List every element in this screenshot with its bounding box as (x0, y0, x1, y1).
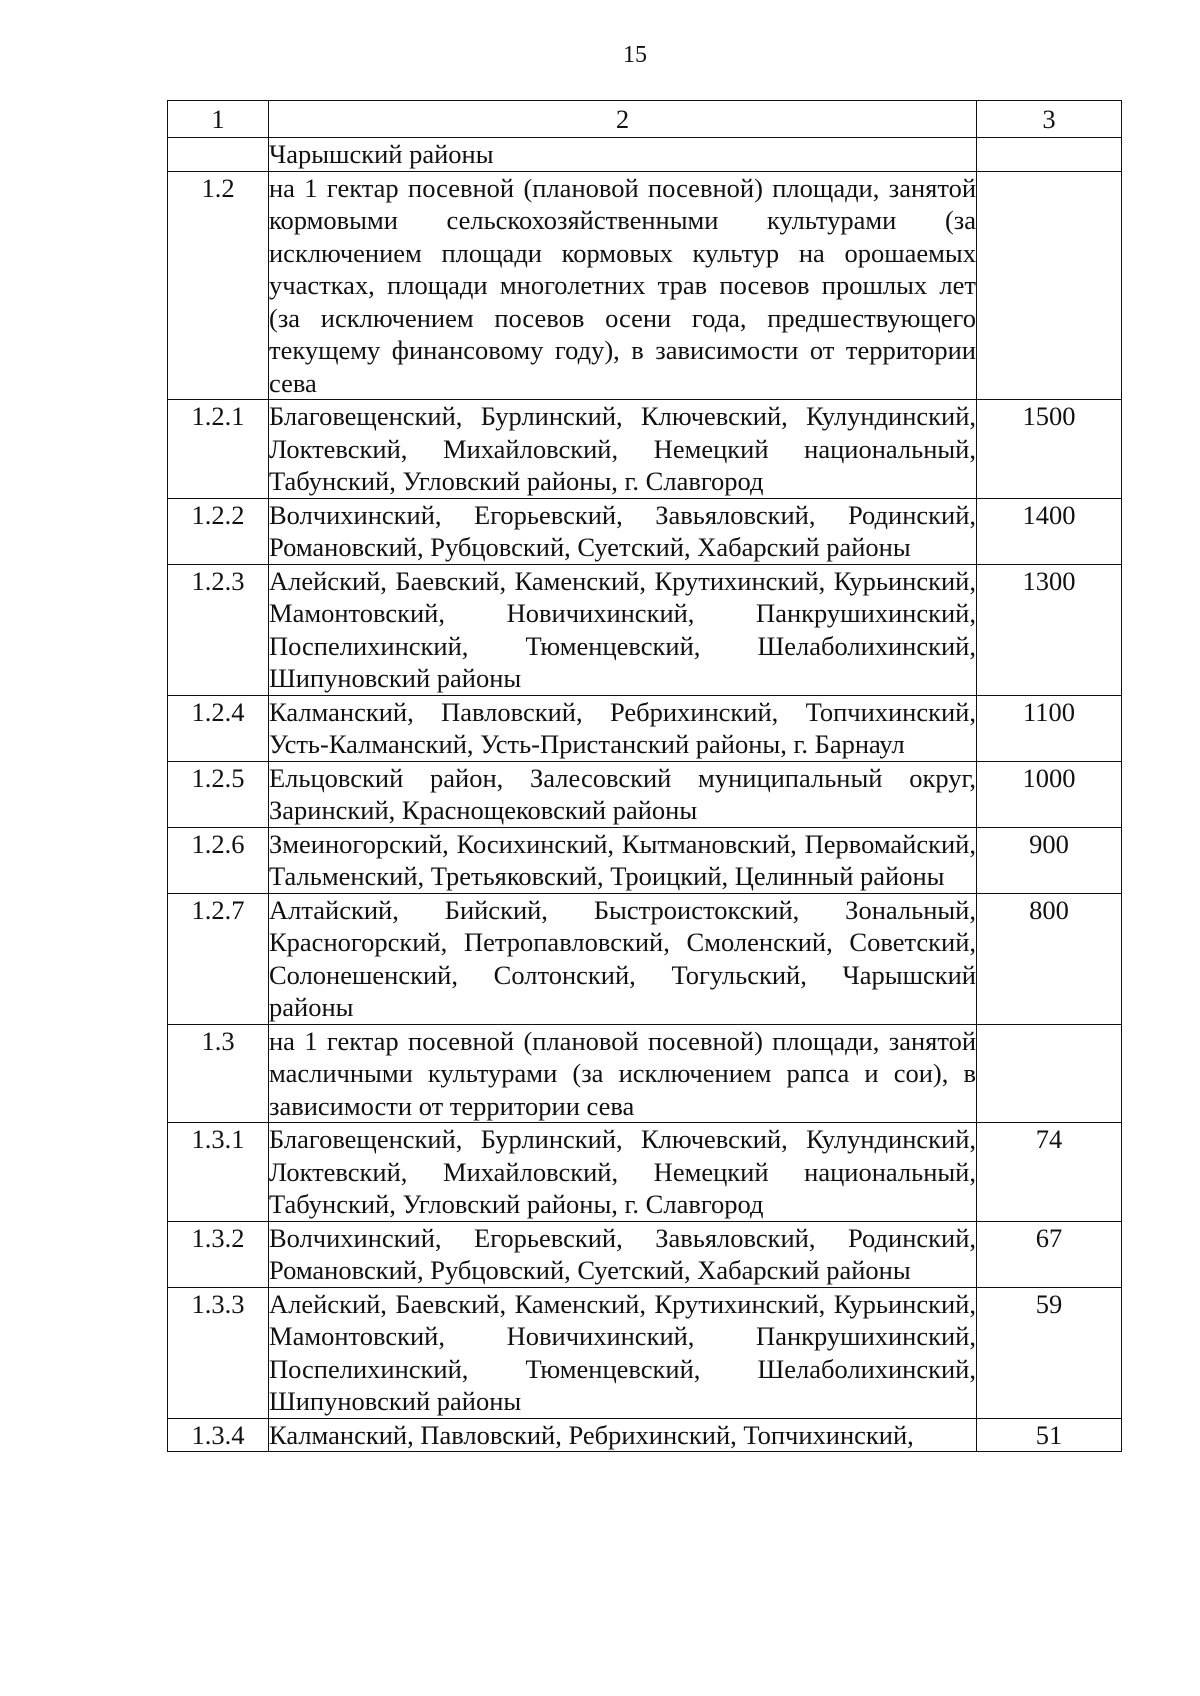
row-number-cell: 1.2.7 (168, 893, 269, 1024)
table-row (168, 1221, 1122, 1287)
table-header-row (168, 101, 1122, 138)
row-number-cell: 1.2.6 (168, 827, 269, 893)
table-row (168, 564, 1122, 695)
page-number: 15 (623, 42, 647, 68)
table-row-continuation (168, 138, 1122, 172)
row-number-cell: 1.3.4 (168, 1418, 269, 1452)
row-text-cell: Волчихинский, Егорьевский, Завьяловский, Родинский, Романовский, Рубцовский, Суетский, Хабарский районы (269, 1222, 976, 1285)
row-text-cell: Благовещенский, Бурлинский, Ключевский, Кулундинский, Локтевский, Михайловский, Немецкий национальный, Табунский, Угловский районы, г. Славгород (269, 401, 976, 496)
row-value-cell: 1500 (977, 400, 1122, 499)
row-value-cell: 800 (977, 893, 1122, 1024)
row-value-cell (977, 171, 1122, 400)
row-value-cell: 1300 (977, 564, 1122, 695)
row-value-cell: 900 (977, 827, 1122, 893)
table-row (168, 1418, 1122, 1452)
row-text-cell: на 1 гектар посевной (плановой посевной) площади, занятой кормовыми сельскохозяйственными культурами (за исключением площади кормовых культур на орошаемых участках, площади многолетних трав посевов прошлых лет (за исключением посевов осени года, предшествующего текущему финансовому году), в зависимости от территории сева (269, 172, 976, 398)
table-row (168, 827, 1122, 893)
row-text-cell: Алтайский, Бийский, Быстроистокский, Зональный, Красногорский, Петропавловский, Смоленский, Советский, Солонешенский, Солтонский, Тогульский, Чарышский районы (269, 894, 976, 1022)
row-text-cell: Чарышский районы (269, 138, 977, 172)
row-number-cell: 1.3 (168, 1024, 269, 1123)
row-value-cell: 74 (977, 1123, 1122, 1222)
table-row (168, 761, 1122, 827)
row-value-cell: 67 (977, 1221, 1122, 1287)
table-row (168, 1123, 1122, 1222)
row-text-cell: Змеиногорский, Косихинский, Кытмановский, Первомайский, Тальменский, Третьяковский, Троицкий, Целинный районы (269, 828, 976, 891)
row-value-cell: 59 (977, 1287, 1122, 1418)
row-value-cell: 1400 (977, 498, 1122, 564)
row-value-cell: 1000 (977, 761, 1122, 827)
subsidy-rates-table (167, 100, 1122, 1452)
row-number-cell: 1.2.3 (168, 564, 269, 695)
table-row (168, 498, 1122, 564)
table-row (168, 695, 1122, 761)
row-number-cell: 1.3.2 (168, 1221, 269, 1287)
row-text-cell: Благовещенский, Бурлинский, Ключевский, Кулундинский, Локтевский, Михайловский, Немецкий национальный, Табунский, Угловский районы, г. Славгород (269, 1124, 976, 1219)
table-row (168, 171, 1122, 400)
row-number-cell: 1.3.1 (168, 1123, 269, 1222)
header-col-1: 1 (168, 101, 269, 138)
header-col-2: 2 (269, 101, 977, 138)
row-number-cell: 1.2.4 (168, 695, 269, 761)
table-row (168, 1024, 1122, 1123)
row-text-cell: Волчихинский, Егорьевский, Завьяловский, Родинский, Романовский, Рубцовский, Суетский, Хабарский районы (269, 499, 976, 562)
row-value-cell (977, 1024, 1122, 1123)
row-text-cell: Алейский, Баевский, Каменский, Крутихинский, Курьинский, Мамонтовский, Новичихинский, Панкрушихинский, Поспелихинский, Тюменцевский, Шелаболихинский, Шипуновский районы (269, 1288, 976, 1416)
table-row (168, 1287, 1122, 1418)
table-row (168, 893, 1122, 1024)
row-text-cell: на 1 гектар посевной (плановой посевной) площади, занятой масличными культурами (за исключением рапса и сои), в зависимости от территории сева (269, 1025, 976, 1121)
row-text-cell: Калманский, Павловский, Ребрихинский, Топчихинский, Усть-Калманский, Усть-Пристанский районы, г. Барнаул (269, 696, 976, 759)
row-text-cell: Ельцовский район, Залесовский муниципальный округ, Заринский, Краснощековский районы (269, 762, 976, 825)
header-col-3: 3 (977, 101, 1122, 138)
row-number-cell: 1.2.5 (168, 761, 269, 827)
table-row (168, 400, 1122, 499)
row-number-cell: 1.2 (168, 171, 269, 400)
row-value-cell (977, 138, 1122, 172)
row-value-cell: 1100 (977, 695, 1122, 761)
row-text-cell: Алейский, Баевский, Каменский, Крутихинский, Курьинский, Мамонтовский, Новичихинский, Панкрушихинский, Поспелихинский, Тюменцевский, Шелаболихинский, Шипуновский районы (269, 565, 976, 693)
row-text-cell: Калманский, Павловский, Ребрихинский, Топчихинский, (269, 1418, 977, 1452)
row-number-cell: 1.2.1 (168, 400, 269, 499)
row-number-cell: 1.3.3 (168, 1287, 269, 1418)
row-number-cell: 1.2.2 (168, 498, 269, 564)
row-value-cell: 51 (977, 1418, 1122, 1452)
row-number-cell (168, 138, 269, 172)
